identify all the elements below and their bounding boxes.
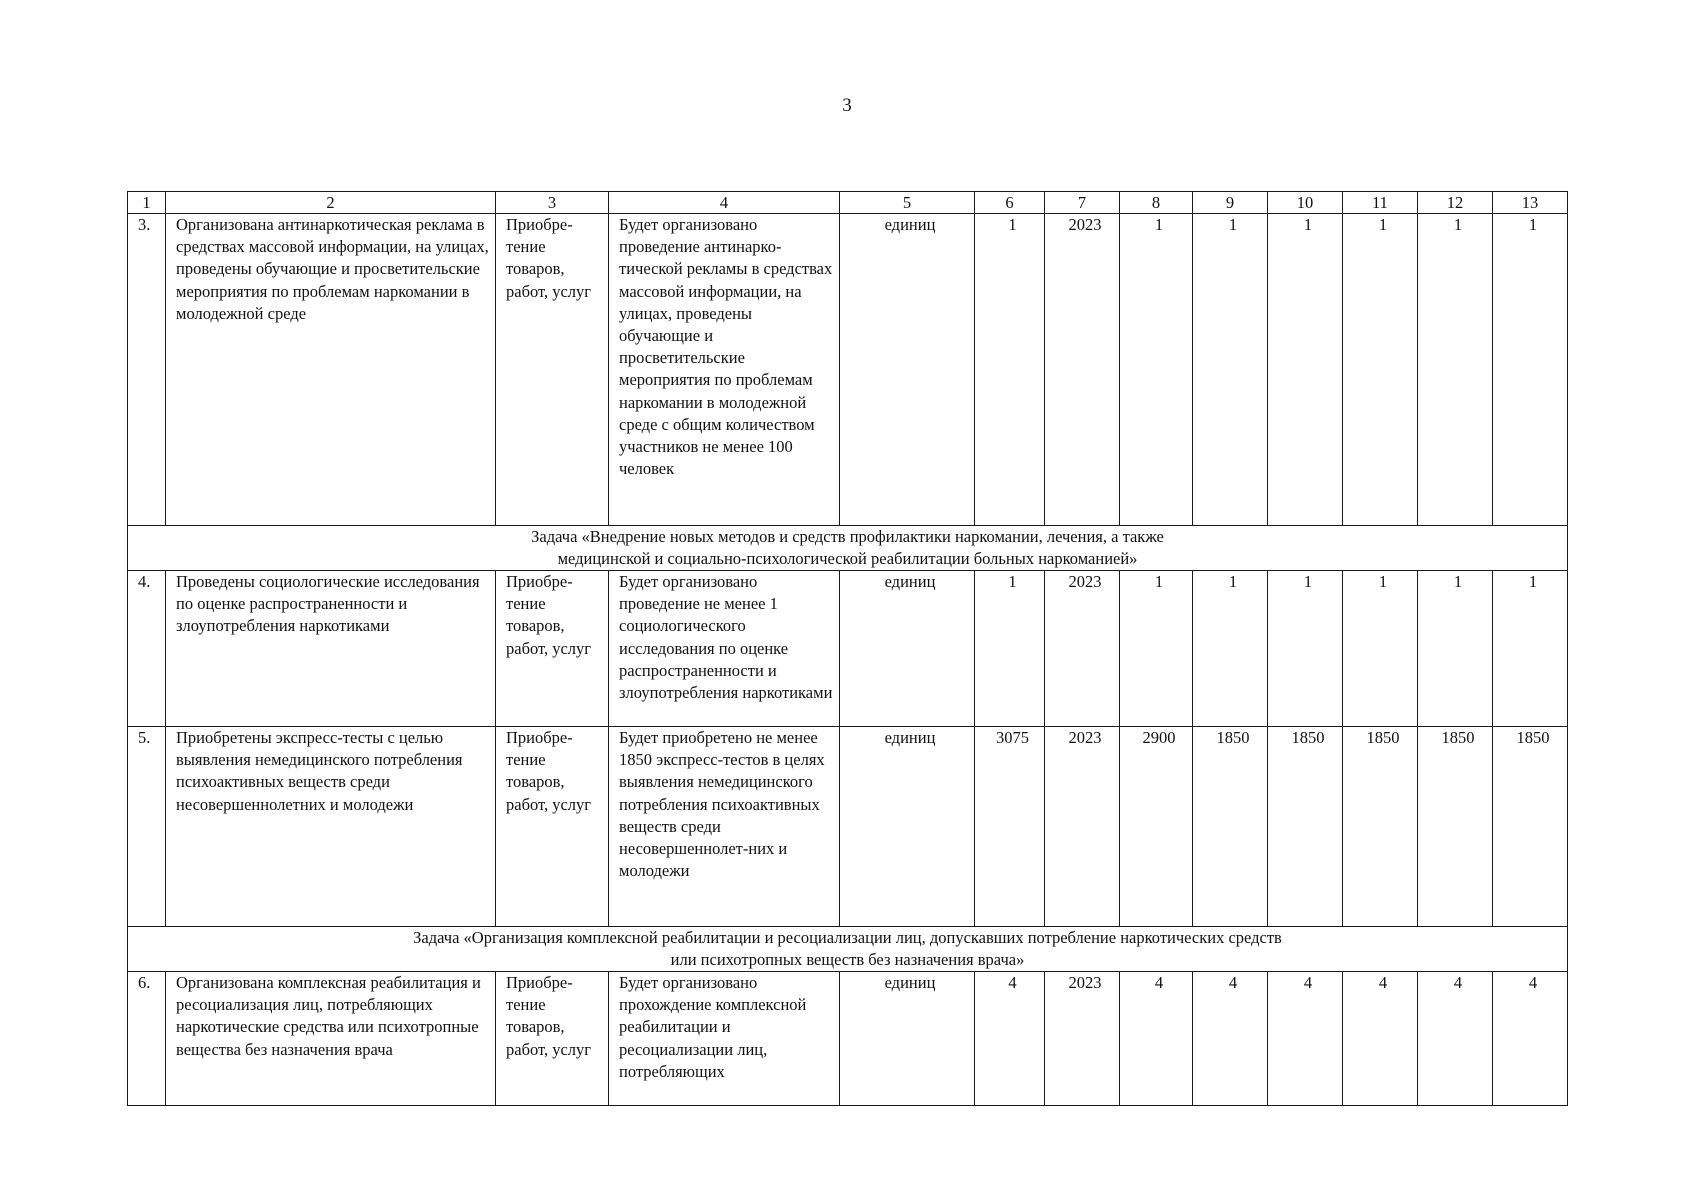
- value-cell: 1850: [1268, 727, 1343, 927]
- column-number-row: [128, 192, 1568, 214]
- column-number: 3: [496, 192, 609, 214]
- task-row: [128, 927, 1568, 972]
- value-cell: 1: [1493, 571, 1568, 727]
- value-cell: 4: [1120, 972, 1193, 1106]
- value-cell: 4: [1268, 972, 1343, 1106]
- result-cell: Организована антинаркотическая реклама в средствах массовой информации, на улицах, проведены обучающие и просветительские мероприятия по проблемам наркомании в молодежной среде: [166, 214, 496, 526]
- unit-cell: единиц: [840, 972, 975, 1106]
- description-cell: Будет организовано прохождение комплексной реабилитации и ресоциализации лиц, потребляющих: [609, 972, 840, 1106]
- type-cell: Приобре-тение товаров, работ, услуг: [496, 727, 609, 927]
- value-cell: 4: [1493, 972, 1568, 1106]
- value-cell: 1: [1418, 214, 1493, 526]
- value-cell: 1: [1343, 571, 1418, 727]
- description-cell: Будет приобретено не менее 1850 экспресс-тестов в целях выявления немедицинского потребления психоактивных веществ среди несовершеннолет-них и молодежи: [609, 727, 840, 927]
- program-results-table: [127, 191, 1568, 1106]
- value-cell: 1: [1120, 214, 1193, 526]
- value-cell: 1: [975, 214, 1045, 526]
- page-number: 3: [842, 95, 852, 116]
- column-number: 11: [1343, 192, 1418, 214]
- value-cell: 1: [1268, 214, 1343, 526]
- type-cell: Приобре-тение товаров, работ, услуг: [496, 972, 609, 1106]
- row-number: 3.: [128, 214, 166, 526]
- value-cell: 1850: [1493, 727, 1568, 927]
- table-row: [128, 972, 1568, 1106]
- unit-cell: единиц: [840, 727, 975, 927]
- value-cell: 4: [1193, 972, 1268, 1106]
- result-cell: Организована комплексная реабилитация и ресоциализация лиц, потребляющих наркотические средства или психотропные вещества без назначения врача: [166, 972, 496, 1106]
- column-number: 12: [1418, 192, 1493, 214]
- type-cell: Приобре-тение товаров, работ, услуг: [496, 571, 609, 727]
- column-number: 4: [609, 192, 840, 214]
- table-row: [128, 214, 1568, 526]
- task-heading: [128, 927, 1568, 972]
- value-cell: 1: [1493, 214, 1568, 526]
- value-cell: 1: [1193, 571, 1268, 727]
- value-cell: 1: [975, 571, 1045, 727]
- value-cell: 1: [1268, 571, 1343, 727]
- value-cell: 1850: [1418, 727, 1493, 927]
- year-cell: 2023: [1045, 214, 1120, 526]
- column-number: 8: [1120, 192, 1193, 214]
- description-cell: Будет организовано проведение не менее 1 социологического исследования по оценке распространенности и злоупотребления наркотиками: [609, 571, 840, 727]
- value-cell: 4: [1418, 972, 1493, 1106]
- row-number: 6.: [128, 972, 166, 1106]
- type-cell: Приобре-тение товаров, работ, услуг: [496, 214, 609, 526]
- column-number: 5: [840, 192, 975, 214]
- row-number: 4.: [128, 571, 166, 727]
- task-row: [128, 526, 1568, 571]
- column-number: 10: [1268, 192, 1343, 214]
- task-heading-line: медицинской и социально-психологической реабилитации больных наркоманией»: [557, 549, 1138, 568]
- value-cell: 4: [1343, 972, 1418, 1106]
- value-cell: 4: [975, 972, 1045, 1106]
- value-cell: 2900: [1120, 727, 1193, 927]
- table-row: [128, 571, 1568, 727]
- value-cell: 1850: [1343, 727, 1418, 927]
- table-row: [128, 727, 1568, 927]
- column-number: 9: [1193, 192, 1268, 214]
- result-cell: Проведены социологические исследования по оценке распространенности и злоупотребления наркотиками: [166, 571, 496, 727]
- column-number: 6: [975, 192, 1045, 214]
- task-heading: [128, 526, 1568, 571]
- unit-cell: единиц: [840, 571, 975, 727]
- column-number: 2: [166, 192, 496, 214]
- value-cell: 1: [1418, 571, 1493, 727]
- value-cell: 3075: [975, 727, 1045, 927]
- result-cell: Приобретены экспресс-тесты с целью выявления немедицинского потребления психоактивных веществ среди несовершеннолетних и молодежи: [166, 727, 496, 927]
- row-number: 5.: [128, 727, 166, 927]
- unit-cell: единиц: [840, 214, 975, 526]
- year-cell: 2023: [1045, 571, 1120, 727]
- description-cell: Будет организовано проведение антинарко-тической рекламы в средствах массовой информации, на улицах, проведены обучающие и просветительские мероприятия по проблемам наркомании в молодежной среде с общим количеством участников не менее 100 человек: [609, 214, 840, 526]
- task-heading-line: Задача «Организация комплексной реабилитации и ресоциализации лиц, допускавших потребление наркотических средств: [413, 928, 1282, 947]
- task-heading-line: Задача «Внедрение новых методов и средств профилактики наркомании, лечения, а также: [531, 527, 1164, 546]
- year-cell: 2023: [1045, 972, 1120, 1106]
- column-number: 13: [1493, 192, 1568, 214]
- value-cell: 1: [1193, 214, 1268, 526]
- year-cell: 2023: [1045, 727, 1120, 927]
- value-cell: 1850: [1193, 727, 1268, 927]
- column-number: 1: [128, 192, 166, 214]
- task-heading-line: или психотропных веществ без назначения врача»: [670, 950, 1025, 969]
- value-cell: 1: [1343, 214, 1418, 526]
- value-cell: 1: [1120, 571, 1193, 727]
- column-number: 7: [1045, 192, 1120, 214]
